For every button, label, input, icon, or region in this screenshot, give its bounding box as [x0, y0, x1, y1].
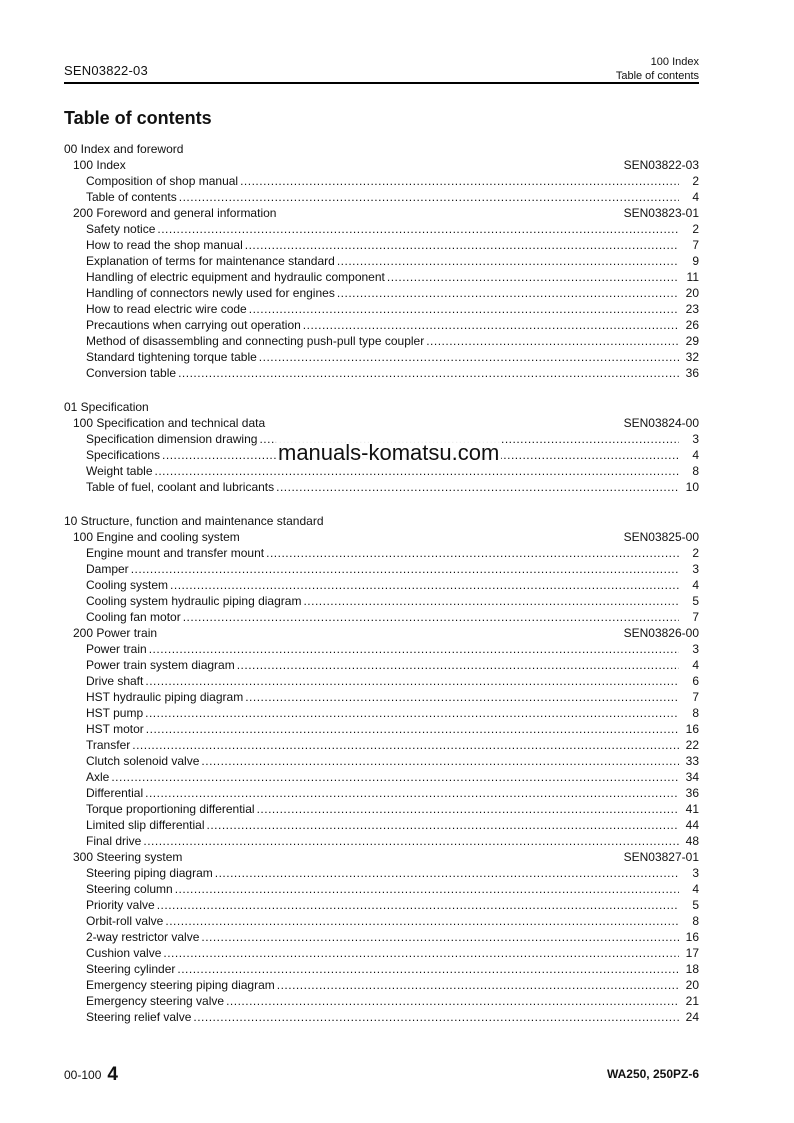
toc-entry-page: 34 — [685, 770, 699, 784]
toc-entry — [64, 785, 699, 801]
toc-leader-dots — [257, 801, 679, 817]
toc-entry-page: 2 — [692, 174, 699, 188]
toc-entry-page: 9 — [692, 254, 699, 268]
toc-leader-dots — [426, 333, 679, 349]
toc-entry-page: 48 — [685, 834, 699, 848]
toc-entry-label: Drive shaft — [86, 674, 144, 688]
footer-page-prefix: 00-100 — [64, 1068, 102, 1082]
toc-entry-page: 21 — [685, 994, 699, 1008]
toc-entry-page: 18 — [685, 962, 699, 976]
toc-subsection-code: SEN03827-01 — [623, 850, 699, 864]
toc-entry-label: Torque proportioning differential — [86, 802, 255, 816]
toc-entry-label: Cushion valve — [86, 946, 162, 960]
footer-page-num: 4 — [107, 1064, 118, 1085]
toc-subsection-label: 100 Engine and cooling system — [73, 530, 240, 544]
toc-entry — [64, 349, 699, 365]
toc-entry-page: 26 — [685, 318, 699, 332]
toc-entry — [64, 593, 699, 609]
toc-entry — [64, 705, 699, 721]
toc-subsection-label: 300 Steering system — [73, 850, 183, 864]
toc-leader-dots — [175, 881, 679, 897]
header-section: 100 Index — [650, 56, 699, 68]
toc-entry-label: Method of disassembling and connecting push-pull type coupler — [86, 334, 425, 348]
toc-leader-dots — [303, 593, 679, 609]
toc-entry-page: 8 — [692, 914, 699, 928]
watermark: manuals-komatsu.com — [278, 440, 500, 465]
toc-entry — [64, 737, 699, 753]
toc-entry-label: Standard tightening torque table — [86, 350, 257, 364]
toc-entry-page: 3 — [692, 432, 699, 446]
toc-entry-page: 4 — [692, 448, 699, 462]
toc-entry-page: 4 — [692, 190, 699, 204]
toc-subsection-row — [64, 205, 699, 221]
toc-entry-label: Power train system diagram — [86, 658, 235, 672]
toc-entry — [64, 993, 699, 1009]
toc-entry — [64, 897, 699, 913]
toc-entry — [64, 1009, 699, 1025]
toc-subsection-row — [64, 157, 699, 173]
toc-leader-dots — [132, 737, 679, 753]
toc-section-title: 10 Structure, function and maintenance standard — [64, 514, 324, 528]
toc-leader-dots — [145, 673, 679, 689]
toc-entry-label: Orbit-roll valve — [86, 914, 164, 928]
toc-leader-dots — [207, 817, 679, 833]
toc-entry-page: 5 — [692, 898, 699, 912]
toc-entry-page: 4 — [692, 658, 699, 672]
toc-entry-label: HST motor — [86, 722, 144, 736]
toc-subsection-row — [64, 625, 699, 641]
toc-leader-dots — [240, 173, 679, 189]
toc-entry-label: Cooling fan motor — [86, 610, 181, 624]
toc-entry — [64, 801, 699, 817]
toc-entry-page: 16 — [685, 722, 699, 736]
toc-leader-dots — [387, 269, 679, 285]
toc-entry — [64, 817, 699, 833]
page-title: Table of contents — [64, 108, 212, 128]
toc-entry-page: 10 — [685, 480, 699, 494]
toc-leader-dots — [277, 977, 679, 993]
toc-leader-dots — [259, 349, 679, 365]
toc-entry-page: 20 — [685, 286, 699, 300]
toc-entry — [64, 561, 699, 577]
toc-entry-page: 7 — [692, 610, 699, 624]
toc-leader-dots — [163, 945, 679, 961]
toc-leader-dots — [179, 189, 679, 205]
toc-leader-dots — [337, 285, 679, 301]
toc-entry-label: Weight table — [86, 464, 153, 478]
toc-entry-page: 7 — [692, 238, 699, 252]
toc-entry-label: Composition of shop manual — [86, 174, 239, 188]
toc-leader-dots — [177, 961, 679, 977]
footer-model: WA250, 250PZ-6 — [606, 1067, 699, 1081]
toc-leader-dots — [149, 641, 679, 657]
toc-entry-page: 16 — [685, 930, 699, 944]
toc-section-title: 01 Specification — [64, 400, 149, 414]
toc-subsection-label: 200 Foreword and general information — [73, 206, 277, 220]
toc-entry-page: 4 — [692, 882, 699, 896]
toc-entry — [64, 317, 699, 333]
toc-entry-label: HST pump — [86, 706, 144, 720]
toc-entry — [64, 545, 699, 561]
toc-leader-dots — [165, 913, 679, 929]
toc-entry — [64, 269, 699, 285]
toc-entry-label: Limited slip differential — [86, 818, 205, 832]
toc-entry-label: 2-way restrictor valve — [86, 930, 200, 944]
toc-entry-page: 5 — [692, 594, 699, 608]
toc-leader-dots — [157, 221, 679, 237]
toc-entry-label: How to read the shop manual — [86, 238, 243, 252]
toc-entry — [64, 609, 699, 625]
toc-entry-page: 22 — [685, 738, 699, 752]
toc-subsection-label: 100 Specification and technical data — [73, 416, 266, 430]
toc-entry-page: 3 — [692, 562, 699, 576]
toc-entry-page: 23 — [685, 302, 699, 316]
toc-leader-dots — [201, 753, 679, 769]
toc-leader-dots — [131, 561, 679, 577]
toc-leader-dots — [266, 545, 679, 561]
toc-entry — [64, 769, 699, 785]
toc-entry-label: Axle — [86, 770, 110, 784]
toc-leader-dots — [215, 865, 679, 881]
toc-leader-dots — [201, 929, 679, 945]
toc-entry-label: Power train — [86, 642, 147, 656]
toc-entry — [64, 657, 699, 673]
toc-entry-label: Engine mount and transfer mount — [86, 546, 265, 560]
header-doc-code: SEN03822-03 — [64, 63, 148, 78]
toc-entry — [64, 881, 699, 897]
toc-leader-dots — [237, 657, 679, 673]
toc-entry-page: 8 — [692, 706, 699, 720]
toc-leader-dots — [226, 993, 679, 1009]
toc-leader-dots — [146, 721, 679, 737]
toc-section-title: 00 Index and foreword — [64, 142, 184, 156]
toc-entry — [64, 365, 699, 381]
toc-subsection-label: 200 Power train — [73, 626, 158, 640]
toc-entry-label: Differential — [86, 786, 144, 800]
toc-entry-page: 11 — [686, 270, 699, 284]
toc-entry-page: 29 — [685, 334, 699, 348]
toc-leader-dots — [303, 317, 679, 333]
toc-entry-label: Cooling system hydraulic piping diagram — [86, 594, 302, 608]
toc-entry — [64, 189, 699, 205]
toc-entry-label: Final drive — [86, 834, 142, 848]
toc-leader-dots — [245, 237, 679, 253]
toc-entry-label: Table of fuel, coolant and lubricants — [86, 480, 275, 494]
toc-subsection-row — [64, 415, 699, 431]
toc-entry-label: Steering cylinder — [86, 962, 176, 976]
toc-leader-dots — [178, 365, 679, 381]
header-section-block — [616, 55, 699, 83]
toc-leader-dots — [170, 577, 679, 593]
toc-leader-dots — [157, 897, 679, 913]
toc-entry — [64, 961, 699, 977]
toc-leader-dots — [111, 769, 679, 785]
toc-entry-label: HST hydraulic piping diagram — [86, 690, 244, 704]
toc-subsection-code: SEN03825-00 — [623, 530, 699, 544]
toc-entry-page: 32 — [685, 350, 699, 364]
toc-subsection-code: SEN03823-01 — [623, 206, 699, 220]
toc-subsection-code: SEN03826-00 — [623, 626, 699, 640]
toc-entry-label: Emergency steering piping diagram — [86, 978, 275, 992]
toc-entry-page: 6 — [692, 674, 699, 688]
toc-entry-label: Steering column — [86, 882, 173, 896]
toc-entry-label: Steering relief valve — [86, 1010, 192, 1024]
toc-leader-dots — [145, 785, 679, 801]
toc-entry-page: 36 — [685, 366, 699, 380]
toc-leader-dots — [249, 301, 679, 317]
toc-subsection-code: SEN03824-00 — [623, 416, 699, 430]
toc-entry-page: 4 — [692, 578, 699, 592]
toc-leader-dots — [143, 833, 679, 849]
toc-entry-label: Handling of electric equipment and hydraulic component — [86, 270, 385, 284]
toc-entry — [64, 833, 699, 849]
toc-entry-page: 8 — [692, 464, 699, 478]
toc-subsection-code: SEN03822-03 — [623, 158, 699, 172]
toc-entry-label: Emergency steering valve — [86, 994, 225, 1008]
toc-entry — [64, 237, 699, 253]
toc-entry-page: 20 — [685, 978, 699, 992]
toc-entry-label: Conversion table — [86, 366, 177, 380]
toc-subsection-row — [64, 529, 699, 545]
toc-entry — [64, 301, 699, 317]
toc-entry — [64, 865, 699, 881]
toc-entry — [64, 221, 699, 237]
toc-entry-page: 2 — [692, 222, 699, 236]
toc-entry — [64, 641, 699, 657]
toc-entry-label: Cooling system — [86, 578, 169, 592]
toc-leader-dots — [193, 1009, 679, 1025]
toc-entry-label: Table of contents — [86, 190, 177, 204]
header-subtitle: Table of contents — [615, 70, 699, 82]
toc-entry — [64, 577, 699, 593]
toc-entry — [64, 913, 699, 929]
toc-leader-dots — [337, 253, 679, 269]
toc-entry-label: Precautions when carrying out operation — [86, 318, 301, 332]
toc-entry-label: Clutch solenoid valve — [86, 754, 200, 768]
toc-entry-label: How to read electric wire code — [86, 302, 247, 316]
toc-entry — [64, 285, 699, 301]
toc-entry — [64, 253, 699, 269]
toc-entry-label: Transfer — [86, 738, 131, 752]
toc-entry-page: 44 — [685, 818, 699, 832]
toc-entry-label: Damper — [86, 562, 129, 576]
toc-entry — [64, 173, 699, 189]
toc-entry — [64, 945, 699, 961]
toc-leader-dots — [183, 609, 679, 625]
toc-entry-page: 24 — [685, 1010, 699, 1024]
toc-entry — [64, 753, 699, 769]
toc-entry-page: 33 — [685, 754, 699, 768]
toc-entry — [64, 479, 699, 495]
toc-leader-dots — [245, 689, 679, 705]
toc-entry-label: Specification dimension drawing — [86, 432, 258, 446]
header-divider — [64, 82, 699, 84]
toc-subsection-label: 100 Index — [73, 158, 126, 172]
toc-entry — [64, 673, 699, 689]
toc-leader-dots — [276, 479, 679, 495]
footer-page-number — [64, 1063, 118, 1085]
toc-entry-page: 3 — [692, 642, 699, 656]
toc-entry — [64, 689, 699, 705]
toc-entry-label: Explanation of terms for maintenance standard — [86, 254, 335, 268]
toc-entry — [64, 929, 699, 945]
table-of-contents — [64, 141, 699, 1025]
toc-entry — [64, 721, 699, 737]
toc-entry-page: 7 — [692, 690, 699, 704]
toc-entry-label: Specifications — [86, 448, 161, 462]
toc-entry-page: 41 — [685, 802, 699, 816]
toc-entry — [64, 333, 699, 349]
toc-subsection-row — [64, 849, 699, 865]
toc-entry-page: 17 — [685, 946, 699, 960]
toc-entry-label: Handling of connectors newly used for engines — [86, 286, 335, 300]
toc-entry-page: 36 — [685, 786, 699, 800]
toc-leader-dots — [145, 705, 679, 721]
toc-entry-label: Priority valve — [86, 898, 155, 912]
toc-entry-page: 3 — [692, 866, 699, 880]
toc-entry — [64, 977, 699, 993]
toc-entry-label: Safety notice — [86, 222, 156, 236]
toc-entry-page: 2 — [692, 546, 699, 560]
toc-entry-label: Steering piping diagram — [86, 866, 213, 880]
